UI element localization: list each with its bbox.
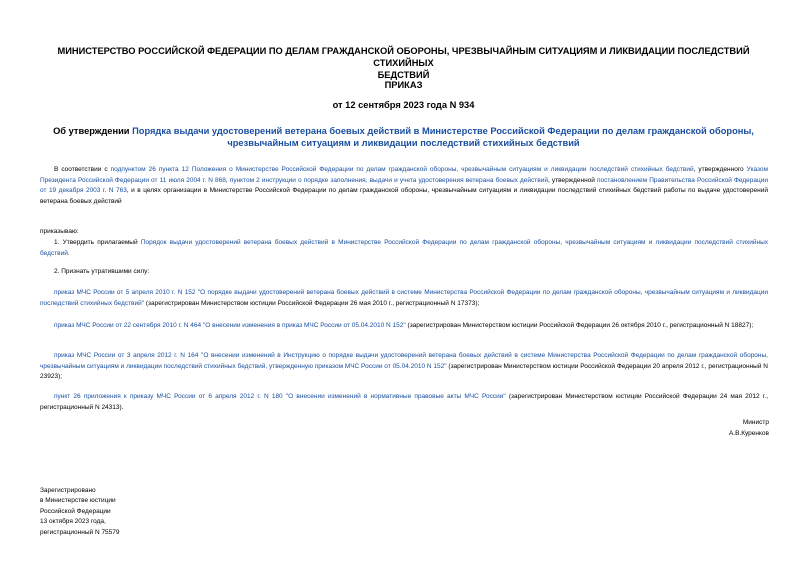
order-title: ПРИКАЗ [384, 80, 423, 90]
link-instruction-clause[interactable]: пунктом 2 инструкции о порядке заполнения, выдачи и учета удостоверения ветерана боевых действий [229, 176, 548, 184]
repealed-item-2 [40, 321, 768, 332]
registration-line4: 13 октября 2023 года, [40, 518, 106, 526]
order-word: приказываю: [40, 228, 79, 235]
repealed-item-1 [40, 288, 768, 309]
clause-1-paragraph [40, 238, 768, 259]
link-government-resolution[interactable]: постановлением Правительства Российской Федерации от 19 декабря 2003 г. N 763 [40, 176, 768, 195]
preamble-text-c: , [225, 176, 230, 184]
signature-position: Министр [742, 419, 769, 426]
signature-name: А.В.Куренков [728, 429, 769, 437]
clause-1-text-b: . [67, 249, 70, 257]
preamble-text-d: , утвержденной [547, 176, 598, 184]
link-presidential-decree[interactable]: Указом Президента Российской Федерации от 11 июля 2004 г. N 868 [40, 166, 768, 184]
order-subject-link[interactable]: Порядка выдачи удостоверений ветерана боевых действий в Министерстве Российской Федерации по делам гражданской обороны, чрезвычайным ситуациям и ликвидации последствий стихийных бедствий [132, 126, 754, 148]
registration-line2: в Министерстве юстиции [40, 497, 116, 505]
registration-block [40, 486, 120, 538]
registration-line1: Зарегистрировано [40, 487, 96, 494]
repealed-item-2-text: (зарегистрирован Министерством юстиции Российской Федерации 26 октября 2010 г., регистрационный N 18827); [405, 322, 754, 329]
link-order-464[interactable]: приказ МЧС России от 22 сентября 2010 г. N 464 "О внесении изменения в приказ МЧС России от 05.04.2010 N 152" [54, 322, 406, 329]
preamble-text-e: , и в целях организации в Министерстве Российской Федерации по делам гражданской обороны, чрезвычайным ситуациям и ликвидации последствий стихийных бедствий работы по выдаче удостоверений ветерана боевых действий [40, 187, 768, 205]
repealed-item-4-text: (зарегистрирован Министерством юстиции Российской Федерации 24 мая 2012 г., регистрационный N 24313). [40, 393, 769, 411]
preamble-text-a: В соответствии с [54, 166, 111, 173]
link-order-164[interactable]: приказ МЧС России от 3 апреля 2012 г. N 164 "О внесении изменений в Инструкцию о порядке выдачи удостоверений ветерана боевых действий в системе Министерства Российской Федерации по делам гражданской обороны, чрезвычайным ситуациям и ликвидации последствий стихийных бедствий, утвержденную приказом МЧС России от 05.04.2010 N 152" [40, 352, 768, 370]
repealed-item-3-text: (зарегистрирован Министерством юстиции Российской Федерации 20 апреля 2012 г., регистрационный N 23923); [40, 362, 768, 381]
link-order-152[interactable]: приказ МЧС России от 5 апреля 2010 г. N 152 "О порядке выдачи удостоверений ветерана боевых действий в системе Министерства Российской Федерации по делам гражданской обороны, чрезвычайным ситуациям и ликвидации последствий стихийных бедствий" [40, 289, 768, 307]
clause-2-paragraph: 2. Признать утратившими силу: [54, 268, 150, 275]
signature-block [729, 418, 769, 439]
clause-1-text-a: 1. Утвердить прилагаемый [54, 239, 141, 246]
order-subject-prefix: Об утверждении [53, 126, 133, 136]
repealed-item-1-text: (зарегистрирован Министерством юстиции Российской Федерации 26 мая 2010 г., регистрационный N 17373); [144, 299, 480, 307]
order-date: от 12 сентября 2023 года N 934 [332, 100, 475, 110]
preamble-paragraph [40, 165, 768, 207]
registration-line5: регистрационный N 75579 [40, 528, 120, 536]
link-regulation-subclause[interactable]: подпунктом 26 пункта 12 Положения о Министерстве Российской Федерации по делам гражданской обороны, чрезвычайным ситуациям и ликвидации последствий стихийных бедствий [110, 166, 694, 173]
link-order-180[interactable]: пункт 26 приложения к приказу МЧС России от 6 апреля 2012 г. N 180 "О внесении изменений в нормативные правовые акты МЧС России" [54, 393, 506, 400]
preamble-text-b: , утвержденного [693, 166, 747, 173]
ministry-heading-line1: МИНИСТЕРСТВО РОССИЙСКОЙ ФЕДЕРАЦИИ ПО ДЕЛАМ ГРАЖДАНСКОЙ ОБОРОНЫ, ЧРЕЗВЫЧАЙНЫМ СИТУАЦИЯМ И ЛИКВИДАЦИИ ПОСЛЕДСТВИЙ СТИХИЙНЫХ [57, 46, 750, 68]
repealed-item-4 [40, 392, 768, 413]
ministry-heading-line2: БЕДСТВИЙ [377, 70, 430, 80]
link-approved-procedure[interactable]: Порядок выдачи удостоверений ветерана боевых действий в Министерстве Российской Федерации по делам гражданской обороны, чрезвычайным ситуациям и ликвидации последствий стихийных бедствий [40, 239, 768, 257]
registration-line3: Российской Федерации [40, 507, 111, 515]
order-subject [30, 125, 777, 149]
ministry-heading [30, 45, 777, 81]
repealed-item-3 [40, 351, 768, 383]
